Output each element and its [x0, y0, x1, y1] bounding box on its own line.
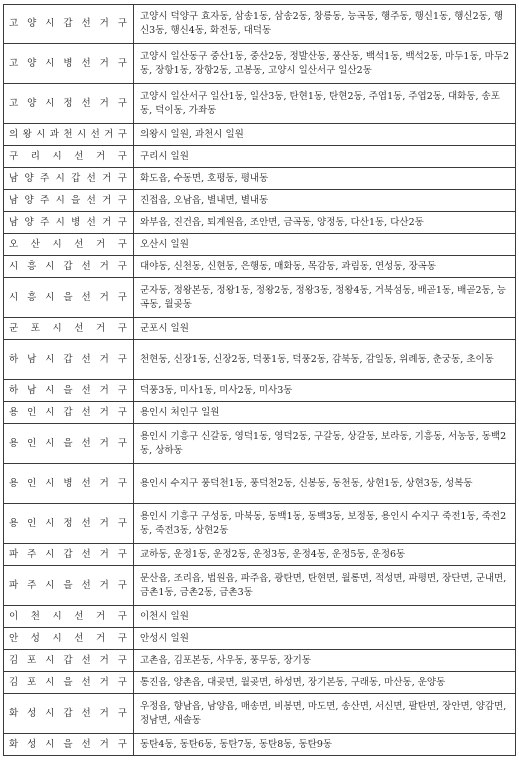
district-name: 김 포 시 을 선 거 구 [9, 676, 127, 688]
district-name-cell [4, 256, 134, 278]
district-name: 시 흥 시 을 선 거 구 [9, 291, 127, 303]
district-name: 남 양 주 시 을 선 거 구 [9, 194, 127, 206]
district-area: 안성시 일원 [134, 628, 516, 650]
district-area: 용인시 수지구 풍덕천1동, 풍덕천2동, 신봉동, 동천동, 상현1동, 상현3동, 성복동 [134, 464, 516, 504]
district-area: 구리시 일원 [134, 146, 516, 168]
district-name: 남 양 주 시 갑 선 거 구 [9, 172, 127, 184]
district-area: 동탄4동, 동탄6동, 동탄7동, 동탄8동, 동탄9동 [134, 734, 516, 756]
district-name-cell [4, 734, 134, 756]
table-row [4, 672, 516, 694]
table-row [4, 628, 516, 650]
table-row [4, 168, 516, 190]
district-name-cell [4, 278, 134, 318]
district-name-cell [4, 84, 134, 124]
district-area: 천현동, 신장1동, 신장2동, 덕풍1동, 덕풍2동, 감북동, 감일동, 위례동, 춘궁동, 초이동 [134, 340, 516, 380]
district-area: 의왕시 일원, 과천시 일원 [134, 124, 516, 146]
district-name: 군 포 시 선 거 구 [9, 322, 127, 334]
district-name-cell [4, 212, 134, 234]
district-area: 군포시 일원 [134, 318, 516, 340]
district-area: 용인시 기흥구 구성동, 마북동, 동백1동, 동백3동, 보정동, 용인시 수지구 죽전1동, 죽전2동, 죽전3동, 상현2동 [134, 504, 516, 544]
table-row [4, 84, 516, 124]
table-row [4, 606, 516, 628]
table-row [4, 734, 516, 756]
district-area: 대야동, 신천동, 신현동, 은행동, 매화동, 목감동, 과림동, 연성동, 장곡동 [134, 256, 516, 278]
district-area: 이천시 일원 [134, 606, 516, 628]
table-row [4, 234, 516, 256]
district-name-cell [4, 44, 134, 84]
district-name: 구 리 시 선 거 구 [9, 150, 127, 162]
district-area: 진접읍, 오남읍, 별내면, 별내동 [134, 190, 516, 212]
district-area: 군자동, 정왕본동, 정왕1동, 정왕2동, 정왕3동, 정왕4동, 거북섬동, 배곧1동, 배곧2동, 능곡동, 월곶동 [134, 278, 516, 318]
district-name-cell [4, 464, 134, 504]
district-name-cell [4, 380, 134, 402]
district-name: 용 인 시 갑 선 거 구 [9, 406, 127, 418]
district-area: 오산시 일원 [134, 234, 516, 256]
district-name-cell [4, 694, 134, 734]
table-row [4, 424, 516, 464]
district-rows [4, 5, 516, 756]
district-name: 의 왕 시 과 천 시 선 거 구 [9, 128, 127, 140]
electoral-district-table [3, 4, 516, 756]
district-name-cell [4, 566, 134, 606]
district-area: 통진읍, 양촌읍, 대곶면, 월곶면, 하성면, 장기본동, 구래동, 마산동, 운양동 [134, 672, 516, 694]
table-row [4, 464, 516, 504]
district-name-cell [4, 672, 134, 694]
district-document [3, 4, 515, 756]
district-area: 고양시 덕양구 효자동, 삼송1동, 삼송2동, 창릉동, 능곡동, 행주동, 행신1동, 행신2동, 행신3동, 행신4동, 화전동, 대덕동 [134, 5, 516, 44]
district-name-cell [4, 340, 134, 380]
table-row [4, 278, 516, 318]
district-name-cell [4, 544, 134, 566]
table-row [4, 318, 516, 340]
district-name: 용 인 시 정 선 거 구 [9, 517, 127, 529]
district-name-cell [4, 234, 134, 256]
district-name-cell [4, 124, 134, 146]
district-name: 용 인 시 병 선 거 구 [9, 477, 127, 489]
district-name: 오 산 시 선 거 구 [9, 238, 127, 250]
district-name: 안 성 시 선 거 구 [9, 632, 127, 644]
district-name: 파 주 시 을 선 거 구 [9, 579, 127, 591]
district-name-cell [4, 190, 134, 212]
district-name-cell [4, 168, 134, 190]
table-row [4, 566, 516, 606]
district-area: 용인시 기흥구 신갈동, 영덕1동, 영덕2동, 구갈동, 상갈동, 보라동, 기흥동, 서농동, 동백2동, 상하동 [134, 424, 516, 464]
district-name: 고 양 시 갑 선 거 구 [9, 18, 127, 29]
district-area: 문산읍, 조리읍, 법원읍, 파주읍, 광탄면, 탄현면, 월롱면, 적성면, 파평면, 장단면, 군내면, 금촌1동, 금촌2동, 금촌3동 [134, 566, 516, 606]
table-row [4, 694, 516, 734]
district-name: 남 양 주 시 병 선 거 구 [9, 216, 127, 228]
district-name: 이 천 시 선 거 구 [9, 610, 127, 622]
district-name: 화 성 시 을 선 거 구 [9, 738, 127, 750]
district-name: 화 성 시 갑 선 거 구 [9, 707, 127, 719]
table-row [4, 256, 516, 278]
district-area: 고촌읍, 김포본동, 사우동, 풍무동, 장기동 [134, 650, 516, 672]
district-name-cell [4, 424, 134, 464]
district-name: 고 양 시 병 선 거 구 [9, 57, 127, 69]
table-row [4, 402, 516, 424]
district-name-cell [4, 318, 134, 340]
table-row [4, 190, 516, 212]
district-area: 교하동, 운정1동, 운정2동, 운정3동, 운정4동, 운정5동, 운정6동 [134, 544, 516, 566]
district-name-cell [4, 5, 134, 44]
district-name: 용 인 시 을 선 거 구 [9, 437, 127, 449]
table-row [4, 212, 516, 234]
district-area: 용인시 처인구 일원 [134, 402, 516, 424]
district-area: 와부읍, 진건읍, 퇴계원읍, 조안면, 금곡동, 양정동, 다산1동, 다산2동 [134, 212, 516, 234]
table-row [4, 380, 516, 402]
table-row [4, 340, 516, 380]
table-row [4, 124, 516, 146]
table-row [4, 44, 516, 84]
district-area: 고양시 일산동구 중산1동, 중산2동, 정발산동, 풍산동, 백석1동, 백석2동, 마두1동, 마두2동, 장항1동, 장항2동, 고봉동, 고양시 일산서구 일산2동 [134, 44, 516, 84]
district-name-cell [4, 504, 134, 544]
district-area: 고양시 일산서구 일산1동, 일산3동, 탄현1동, 탄현2동, 주엽1동, 주엽2동, 대화동, 송포동, 덕이동, 가좌동 [134, 84, 516, 124]
district-area: 화도읍, 수동면, 호평동, 평내동 [134, 168, 516, 190]
district-name: 김 포 시 갑 선 거 구 [9, 654, 127, 666]
table-row [4, 504, 516, 544]
district-name: 하 남 시 갑 선 거 구 [9, 353, 127, 365]
district-name: 고 양 시 정 선 거 구 [9, 97, 127, 109]
district-name: 파 주 시 갑 선 거 구 [9, 548, 127, 560]
table-row [4, 5, 516, 44]
district-name-cell [4, 650, 134, 672]
district-name: 하 남 시 을 선 거 구 [9, 384, 127, 396]
district-name-cell [4, 146, 134, 168]
district-area: 덕풍3동, 미사1동, 미사2동, 미사3동 [134, 380, 516, 402]
district-name: 시 흥 시 갑 선 거 구 [9, 260, 127, 272]
table-row [4, 650, 516, 672]
district-area: 우정읍, 향남읍, 남양읍, 매송면, 비봉면, 마도면, 송산면, 서신면, 팔탄면, 장안면, 양감면, 정남면, 새솔동 [134, 694, 516, 734]
district-name-cell [4, 606, 134, 628]
table-row [4, 146, 516, 168]
district-name-cell [4, 402, 134, 424]
district-name-cell [4, 628, 134, 650]
table-row [4, 544, 516, 566]
